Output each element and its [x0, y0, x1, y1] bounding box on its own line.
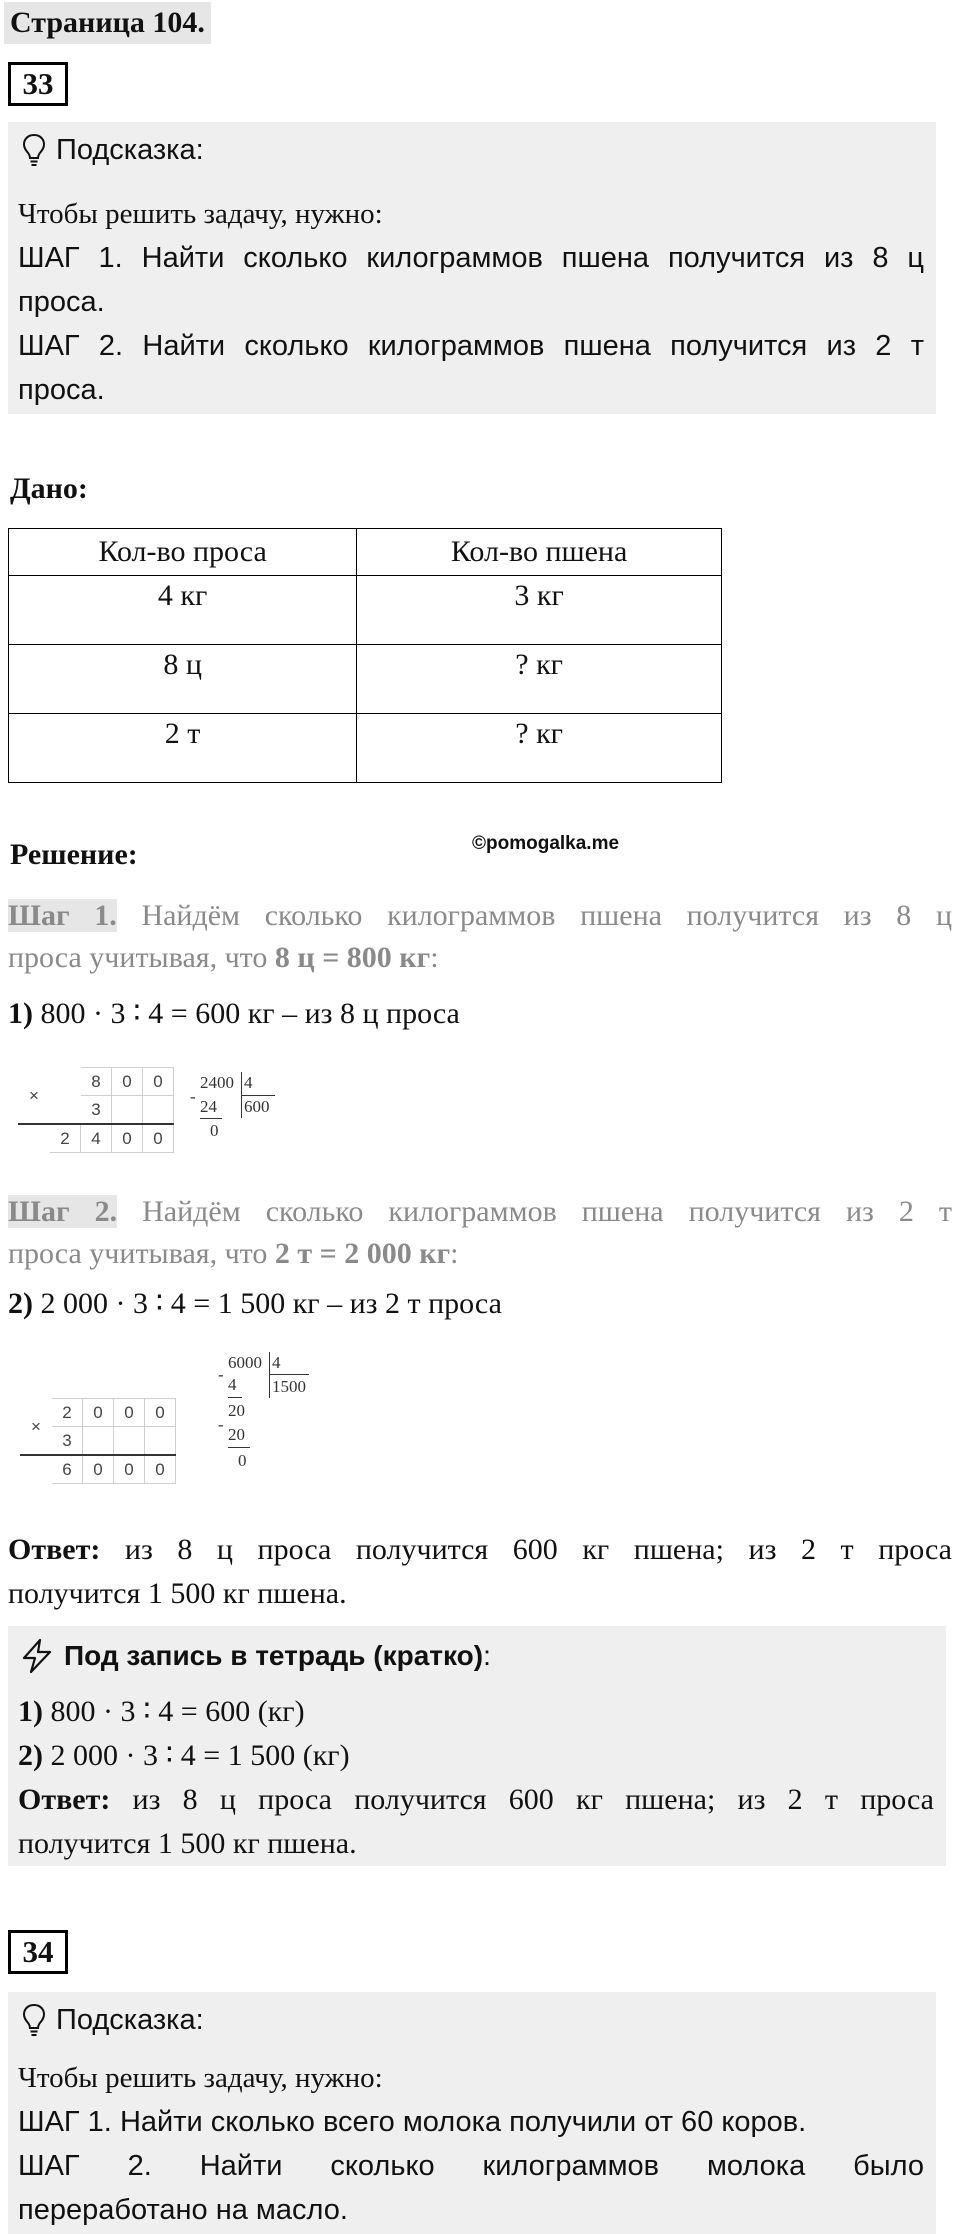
hint-step1-label: ШАГ 1.	[18, 2106, 112, 2138]
notes-body	[18, 1690, 934, 1866]
answer-text: из 8 ц проса получится 600 кг пшена; из 2 т проса	[100, 1533, 952, 1566]
step2-text: Найдём сколько килограммов пшена получится из 2 т	[142, 1195, 952, 1228]
step1-text-b: проса учитывая, что	[8, 941, 275, 974]
digit: 0	[143, 1124, 174, 1153]
digit: 0	[145, 1455, 176, 1484]
hint-intro: Чтобы решить задачу, нужно:	[18, 198, 383, 230]
equation-1-rest: кг – из 8 ц проса	[240, 997, 460, 1030]
digit: 3	[52, 1427, 83, 1456]
digit: 0	[112, 1124, 143, 1153]
minus-sign: -	[218, 1415, 224, 1434]
hint-step2-text: Найти сколько килограммов пшена получится из 2 т	[142, 330, 924, 362]
table-cell: 4 кг	[9, 576, 357, 645]
hint-step1-label: ШАГ 1.	[18, 242, 123, 274]
minus-sign: -	[190, 1087, 196, 1106]
partial-remainder: 20	[228, 1401, 245, 1420]
equation-2-number: 2)	[8, 1287, 33, 1320]
step2-text-b: проса учитывая, что	[8, 1237, 275, 1270]
digit: 2	[50, 1124, 81, 1153]
equation-1-math: 800 · 3 ∶ 4 = 600	[40, 997, 241, 1030]
notes-answer-label: Ответ:	[18, 1783, 111, 1816]
notes-line2-number: 2)	[18, 1739, 43, 1772]
hint-title: Подсказка:	[56, 2003, 204, 2036]
hint-step1-line	[18, 2100, 924, 2144]
digit: 2	[52, 1399, 83, 1427]
hint-header	[22, 130, 204, 170]
digit: 0	[114, 1399, 145, 1427]
table-header: Кол-во пшена	[357, 529, 722, 576]
hint-step2-text: Найти сколько килограммов молока было	[199, 2150, 925, 2182]
given-table	[8, 528, 722, 783]
digit: 0	[145, 1399, 176, 1427]
answer-line1	[8, 1528, 952, 1572]
multiply-sign: ×	[31, 1416, 41, 1436]
step2-colon: :	[450, 1237, 459, 1270]
hint-intro: Чтобы решить задачу, нужно:	[18, 2062, 383, 2094]
lightbulb-icon	[22, 2003, 46, 2037]
step2-conversion: 2 т = 2 000 кг	[274, 1237, 451, 1270]
hint-step1-text: Найти сколько всего молока получили от 60 коров.	[119, 2106, 807, 2138]
notes-line2-rest: (кг)	[295, 1739, 350, 1772]
remainder: 0	[238, 1451, 247, 1470]
digit: 0	[143, 1068, 174, 1096]
hint-step2-label: ШАГ 2.	[18, 330, 124, 362]
table-row	[9, 714, 722, 783]
multiply-sign: ×	[29, 1085, 39, 1105]
notes-line1	[18, 1690, 934, 1734]
hint-box-33	[8, 122, 936, 414]
step2-line	[8, 1191, 952, 1233]
step1-line2	[8, 937, 439, 979]
notes-line1-math: 800 · 3 ∶ 4 = 600	[50, 1695, 251, 1728]
notes-answer-line1	[18, 1778, 934, 1822]
lightbulb-icon	[22, 133, 46, 167]
step1-word: Шаг 1.	[8, 899, 117, 932]
divisor: 4	[244, 1073, 253, 1092]
hint-step1-line	[18, 236, 924, 280]
hint-step2-line	[18, 2144, 924, 2188]
task-number-33: 33	[8, 62, 68, 106]
given-label: Дано:	[10, 472, 88, 505]
notes-title: Под запись в тетрадь (кратко)	[64, 1640, 484, 1671]
notes-header	[20, 1636, 491, 1676]
answer	[8, 1528, 952, 1616]
hint-body	[18, 2056, 924, 2232]
step1-conversion: 8 ц = 800 кг	[274, 941, 431, 974]
step2-word: Шаг 2.	[8, 1195, 118, 1228]
hint-body	[18, 192, 924, 412]
digit: 6	[52, 1455, 83, 1484]
dividend: 6000	[228, 1353, 262, 1372]
table-row	[9, 576, 722, 645]
hint-box-34	[8, 1992, 936, 2234]
task-number-34: 34	[8, 1930, 68, 1974]
solution-label: Решение:	[10, 838, 138, 871]
dividend: 2400	[200, 1073, 234, 1092]
hint-step2-cont: проса.	[18, 374, 105, 406]
digit: 0	[112, 1068, 143, 1096]
answer-label: Ответ:	[8, 1533, 101, 1566]
notes-line1-rest: (кг)	[250, 1695, 305, 1728]
notes-line1-number: 1)	[18, 1695, 43, 1728]
digit: 4	[81, 1124, 112, 1153]
hint-step2-line	[18, 324, 924, 368]
step1-line	[8, 895, 952, 937]
notes-line2-math: 2 000 · 3 ∶ 4 = 1 500	[50, 1739, 296, 1772]
equation-2	[8, 1286, 502, 1321]
subtrahend: 20	[228, 1425, 245, 1444]
divisor: 4	[272, 1353, 281, 1372]
equation-2-rest: кг – из 2 т проса	[285, 1287, 502, 1320]
notes-title-colon: :	[483, 1640, 491, 1671]
hint-step1-cont: проса.	[18, 286, 105, 318]
digit: 0	[83, 1399, 114, 1427]
answer-line2: получится 1 500 кг пшена.	[8, 1577, 347, 1610]
table-row	[9, 645, 722, 714]
long-division-1	[188, 1072, 298, 1162]
lightning-icon	[20, 1638, 54, 1674]
digit: 0	[114, 1455, 145, 1484]
quotient: 1500	[272, 1377, 306, 1396]
digit: 3	[81, 1096, 112, 1125]
page-title: Страница 104.	[4, 2, 211, 44]
table-cell: 8 ц	[9, 645, 357, 714]
hint-step1-text: Найти сколько килограммов пшена получится из 8 ц	[141, 242, 924, 274]
equation-1	[8, 996, 460, 1031]
hint-header	[22, 2000, 204, 2040]
remainder: 0	[210, 1121, 219, 1140]
hint-step2-label: ШАГ 2.	[18, 2150, 152, 2182]
notebook-summary-box	[8, 1626, 946, 1866]
step1-text: Найдём сколько килограммов пшена получится из 8 ц	[141, 899, 952, 932]
equation-1-number: 1)	[8, 997, 33, 1030]
table-cell: 2 т	[9, 714, 357, 783]
step1-colon: :	[430, 941, 439, 974]
digit: 8	[81, 1068, 112, 1096]
watermark: ©pomogalka.me	[472, 833, 620, 854]
table-cell: 3 кг	[357, 576, 722, 645]
notes-answer-line2: получится 1 500 кг пшена.	[18, 1827, 357, 1860]
hint-step2-cont: переработано на масло.	[18, 2194, 348, 2226]
quotient: 600	[244, 1097, 270, 1116]
table-header: Кол-во проса	[9, 529, 357, 576]
notes-line2	[18, 1734, 934, 1778]
hint-title: Подсказка:	[56, 133, 204, 166]
subtrahend: 24	[200, 1097, 217, 1116]
minus-sign: -	[218, 1365, 224, 1384]
subtrahend: 4	[228, 1375, 237, 1394]
equation-2-math: 2 000 · 3 ∶ 4 = 1 500	[40, 1287, 286, 1320]
long-division-2	[218, 1352, 338, 1502]
table-cell: ? кг	[357, 714, 722, 783]
digit: 0	[83, 1455, 114, 1484]
table-cell: ? кг	[357, 645, 722, 714]
multiplication-grid-2	[20, 1398, 176, 1484]
multiplication-grid-1	[18, 1067, 174, 1153]
notes-answer-text: из 8 ц проса получится 600 кг пшена; из 2 т проса	[110, 1783, 934, 1816]
step2-line2	[8, 1233, 459, 1275]
